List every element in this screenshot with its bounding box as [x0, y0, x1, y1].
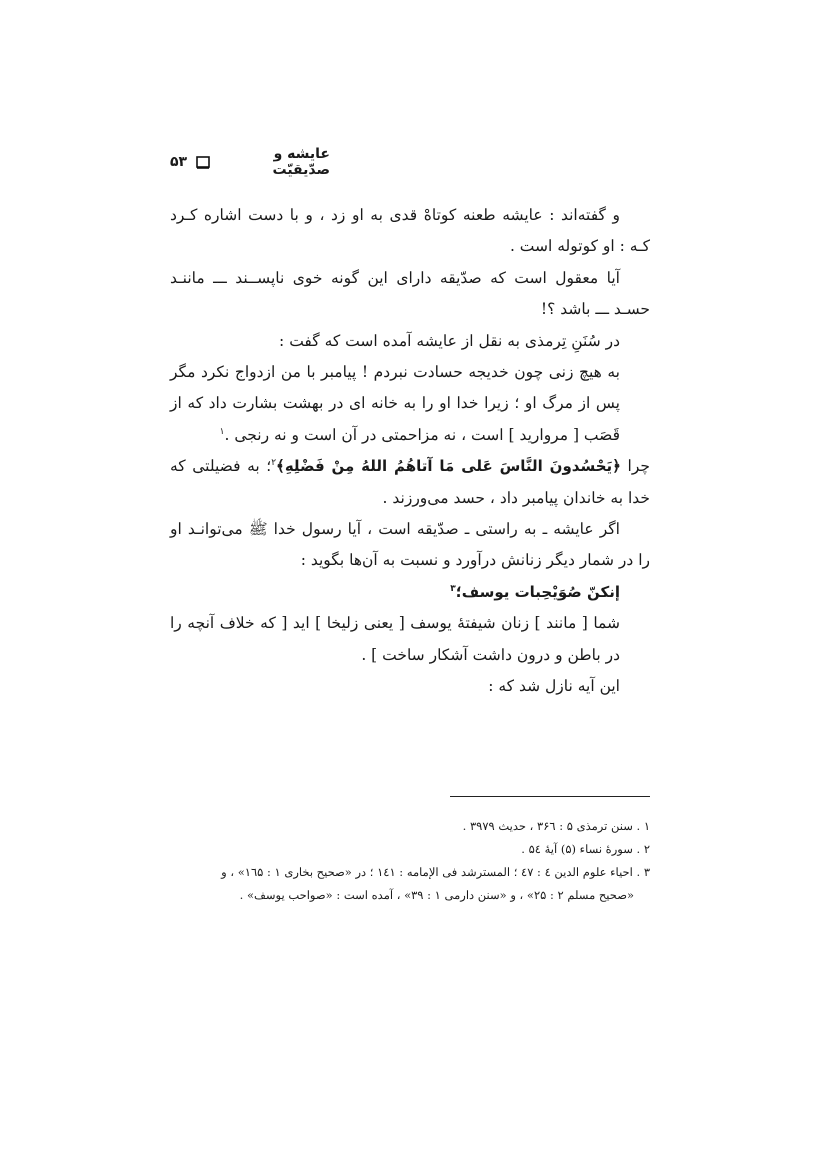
- paragraph-lead: چرا: [627, 457, 650, 476]
- hadith-quote: [170, 357, 620, 451]
- paragraph-rest: ؛ به فضیلتی که خدا به خاندان پیامبر داد ، حسد می‌ورزند .: [170, 457, 650, 507]
- paragraph: اگر عایشه ـ به راستی ـ صدّیقه است ، آیا رسول خدا ﷺ می‌توانـد او را در شمار دیگر زنانش درآورد و نسبت به آن‌ها بگوید :: [170, 520, 650, 570]
- hadith-phrase-text: إنکنّ صُوَیْحِبات یوسف؛: [455, 582, 620, 601]
- footnote-2: ۲ . سورهٔ نساء (۵) آیهٔ ۵٤ .: [521, 842, 650, 856]
- footnote-3-continued: «صحیح مسلم ۲ : ۲۵» ، و «سنن دارمی ۱ : ۳۹» ، آمده است : «صواحب یوسف» .: [239, 888, 634, 902]
- footnote-3: ۳ . احیاء علوم الدین ٤ : ٤۷ ؛ المسترشد فی الإمامه : ۱٤۱ ؛ در «صحیح بخاری ۱ : ۱٦۵» ، و: [221, 865, 650, 879]
- main-text: [170, 200, 650, 703]
- paragraph: [170, 451, 650, 514]
- running-title: عایشه و صدّیقیّت: [272, 146, 330, 178]
- footnote-divider: [450, 796, 650, 797]
- footnote-1: ۱ . سنن ترمذی ۵ : ۳۶٦ ، حدیث ۳۹۷۹ .: [462, 819, 650, 833]
- translation: شما [ مانند ] زنان شیفتهٔ یوسف [ یعنی زلیخا ] اید [ که خلاف آنچه را در باطن و درون داشت آشکار ساخت ] .: [170, 614, 620, 664]
- footnote-ref-2: ۲: [271, 458, 277, 469]
- footnotes: [170, 815, 650, 907]
- paragraph: در سُنَنِ تِرمذی به نقل از عایشه آمده است که گفت :: [279, 331, 620, 350]
- footnote-ref-1: ۱: [219, 426, 225, 437]
- paragraph: این آیه نازل شد که :: [488, 677, 620, 696]
- paragraph: و گفته‌اند : عایشه طعنه کوتاهْ قدی به او زد ، و با دست اشاره کـرد کـه : او کوتوله است .: [170, 206, 650, 256]
- hadith-phrase: [170, 577, 650, 608]
- book-icon: [196, 156, 210, 169]
- page-header: [170, 146, 330, 178]
- quran-verse: ﴿یَحْسُدونَ النَّاسَ عَلى مَا آتاهُمُ اللهُ مِنْ فَضْلِهِ﴾: [276, 457, 621, 476]
- footnote-ref-3: ۳: [450, 583, 456, 594]
- paragraph: آیا معقول است که صدّیقه دارای این گونه خوی ناپســند ـــ ماننـد حسـد ـــ باشد ؟!: [170, 268, 650, 319]
- hadith-quote-text: به هیچ زنی چون خدیجه حسادت نبردم ! پیامبر با من ازدواج نکرد مگر پس از مرگ او ؛ زیرا خدا او را به خانه ای در بهشت بشارت داد که از قَصَب [ مروارید ] است ، نه مزاحمتی در آن است و نه رنجی .: [170, 363, 620, 444]
- page-number: ۵۳: [170, 154, 188, 170]
